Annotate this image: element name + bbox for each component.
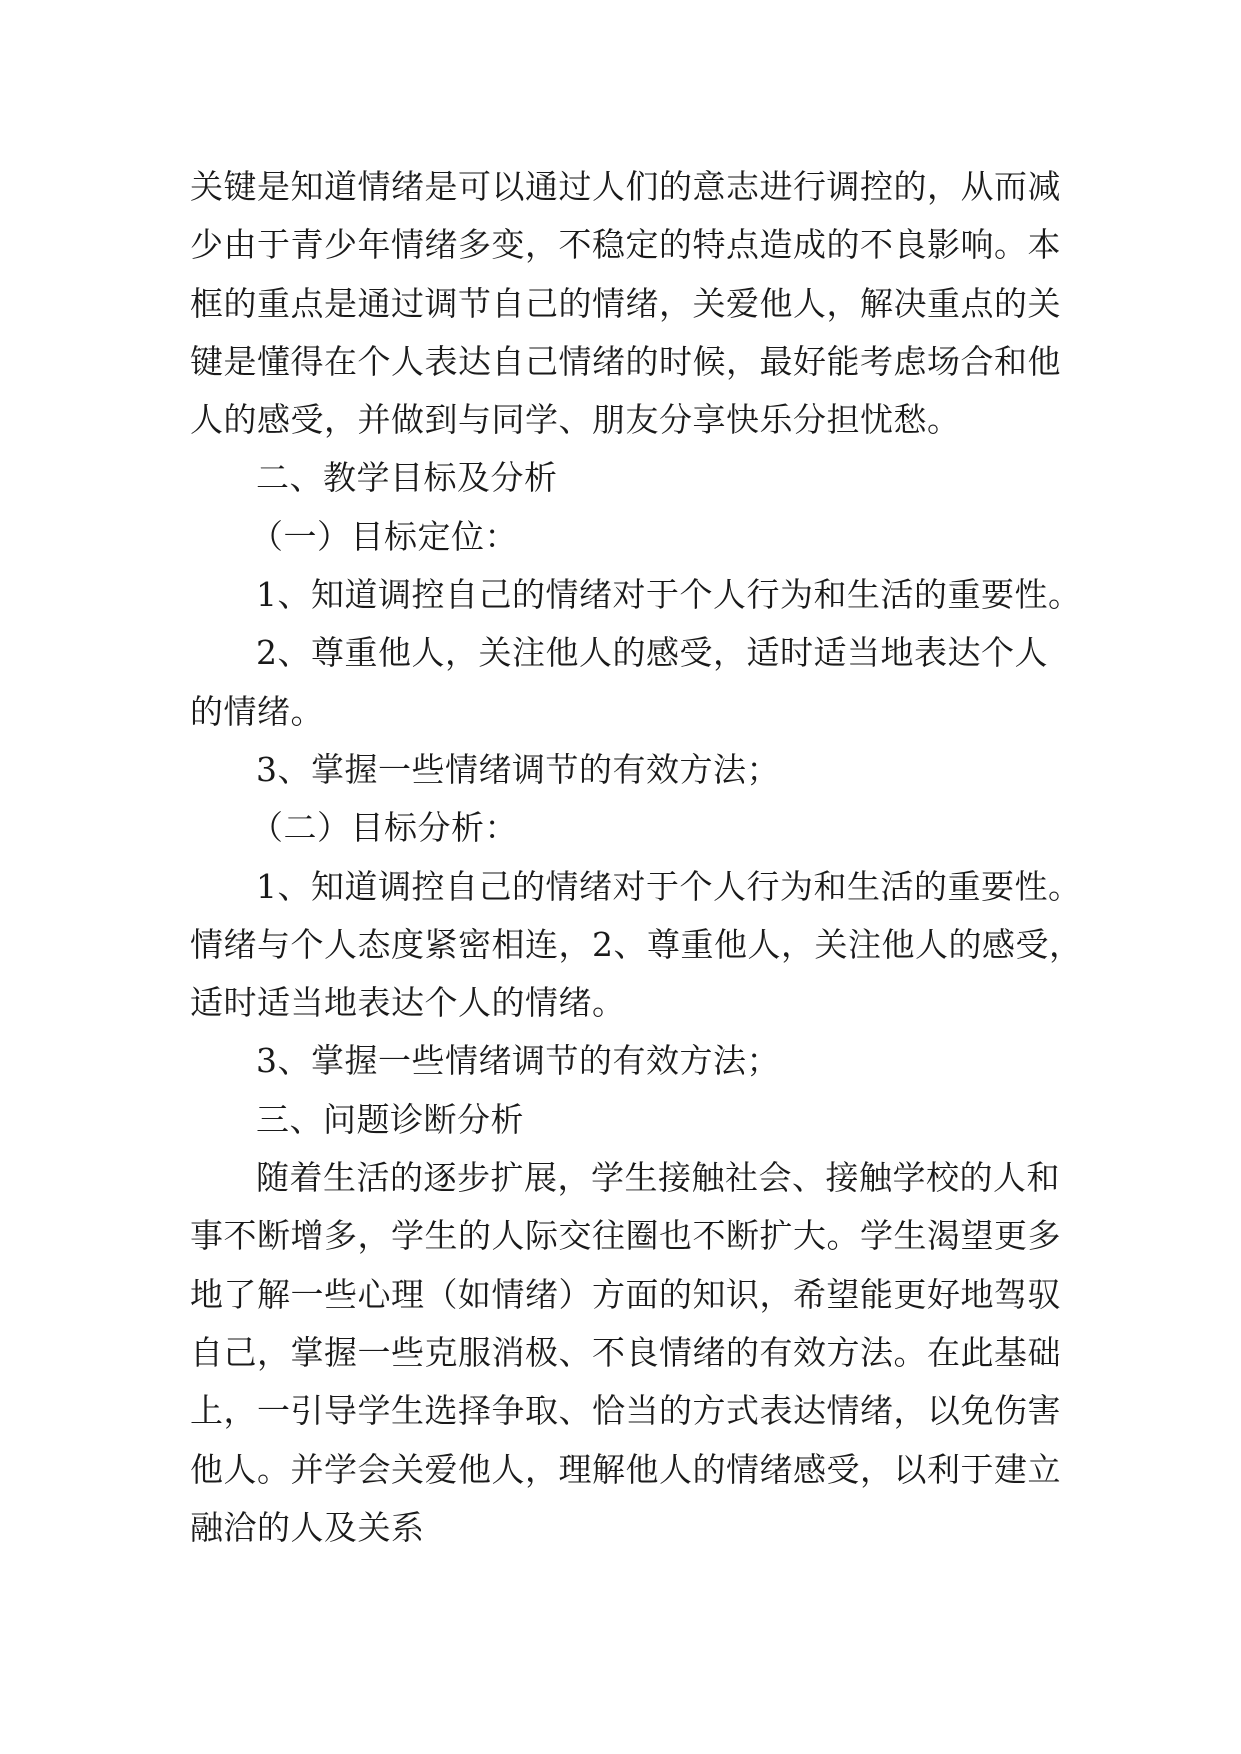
paragraph-start: 随着生活的逐步扩展，学生接触社会、接触学校的人和: [256, 1158, 1060, 1198]
body-line: 自己，掌握一些克服消极、不良情绪的有效方法。在此基础: [190, 1332, 1061, 1372]
body-line: 框的重点是通过调节自己的情绪，关爱他人，解决重点的关: [190, 283, 1061, 323]
body-line: 键是懂得在个人表达自己情绪的时候，最好能考虑场合和他: [190, 341, 1061, 381]
body-line: 情绪与个人态度紧密相连，2、尊重他人，关注他人的感受，: [190, 924, 1083, 964]
list-item: 1、知道调控自己的情绪对于个人行为和生活的重要性。: [256, 575, 1082, 615]
body-line: 地了解一些心理（如情绪）方面的知识，希望能更好地驾驭: [190, 1274, 1061, 1314]
body-line: 事不断增多，学生的人际交往圈也不断扩大。学生渴望更多: [190, 1216, 1061, 1256]
list-item: 3、掌握一些情绪调节的有效方法；: [256, 749, 780, 789]
body-line: 他人。并学会关爱他人，理解他人的情绪感受，以利于建立: [190, 1449, 1061, 1489]
list-item: 3、掌握一些情绪调节的有效方法；: [256, 1041, 780, 1081]
body-line: 的情绪。: [190, 691, 324, 731]
list-item: 1、知道调控自己的情绪对于个人行为和生活的重要性。: [256, 866, 1082, 906]
subsection-heading: （一）目标定位：: [250, 516, 518, 556]
document-body: [190, 158, 1083, 1557]
body-line: 融洽的人及关系: [190, 1507, 425, 1547]
body-line: 适时适当地表达个人的情绪。: [190, 983, 626, 1023]
body-line: 少由于青少年情绪多变，不稳定的特点造成的不良影响。本: [190, 225, 1061, 265]
list-item: 2、尊重他人，关注他人的感受，适时适当地表达个人: [256, 633, 1048, 673]
body-line: 人的感受，并做到与同学、朋友分享快乐分担忧愁。: [190, 400, 961, 440]
section-heading: 二、教学目标及分析: [256, 458, 558, 498]
section-heading: 三、问题诊断分析: [256, 1099, 524, 1139]
body-line: 关键是知道情绪是可以通过人们的意志进行调控的，从而减: [190, 167, 1061, 206]
subsection-heading: （二）目标分析：: [250, 808, 518, 848]
body-line: 上，一引导学生选择争取、恰当的方式表达情绪，以免伤害: [190, 1391, 1061, 1431]
